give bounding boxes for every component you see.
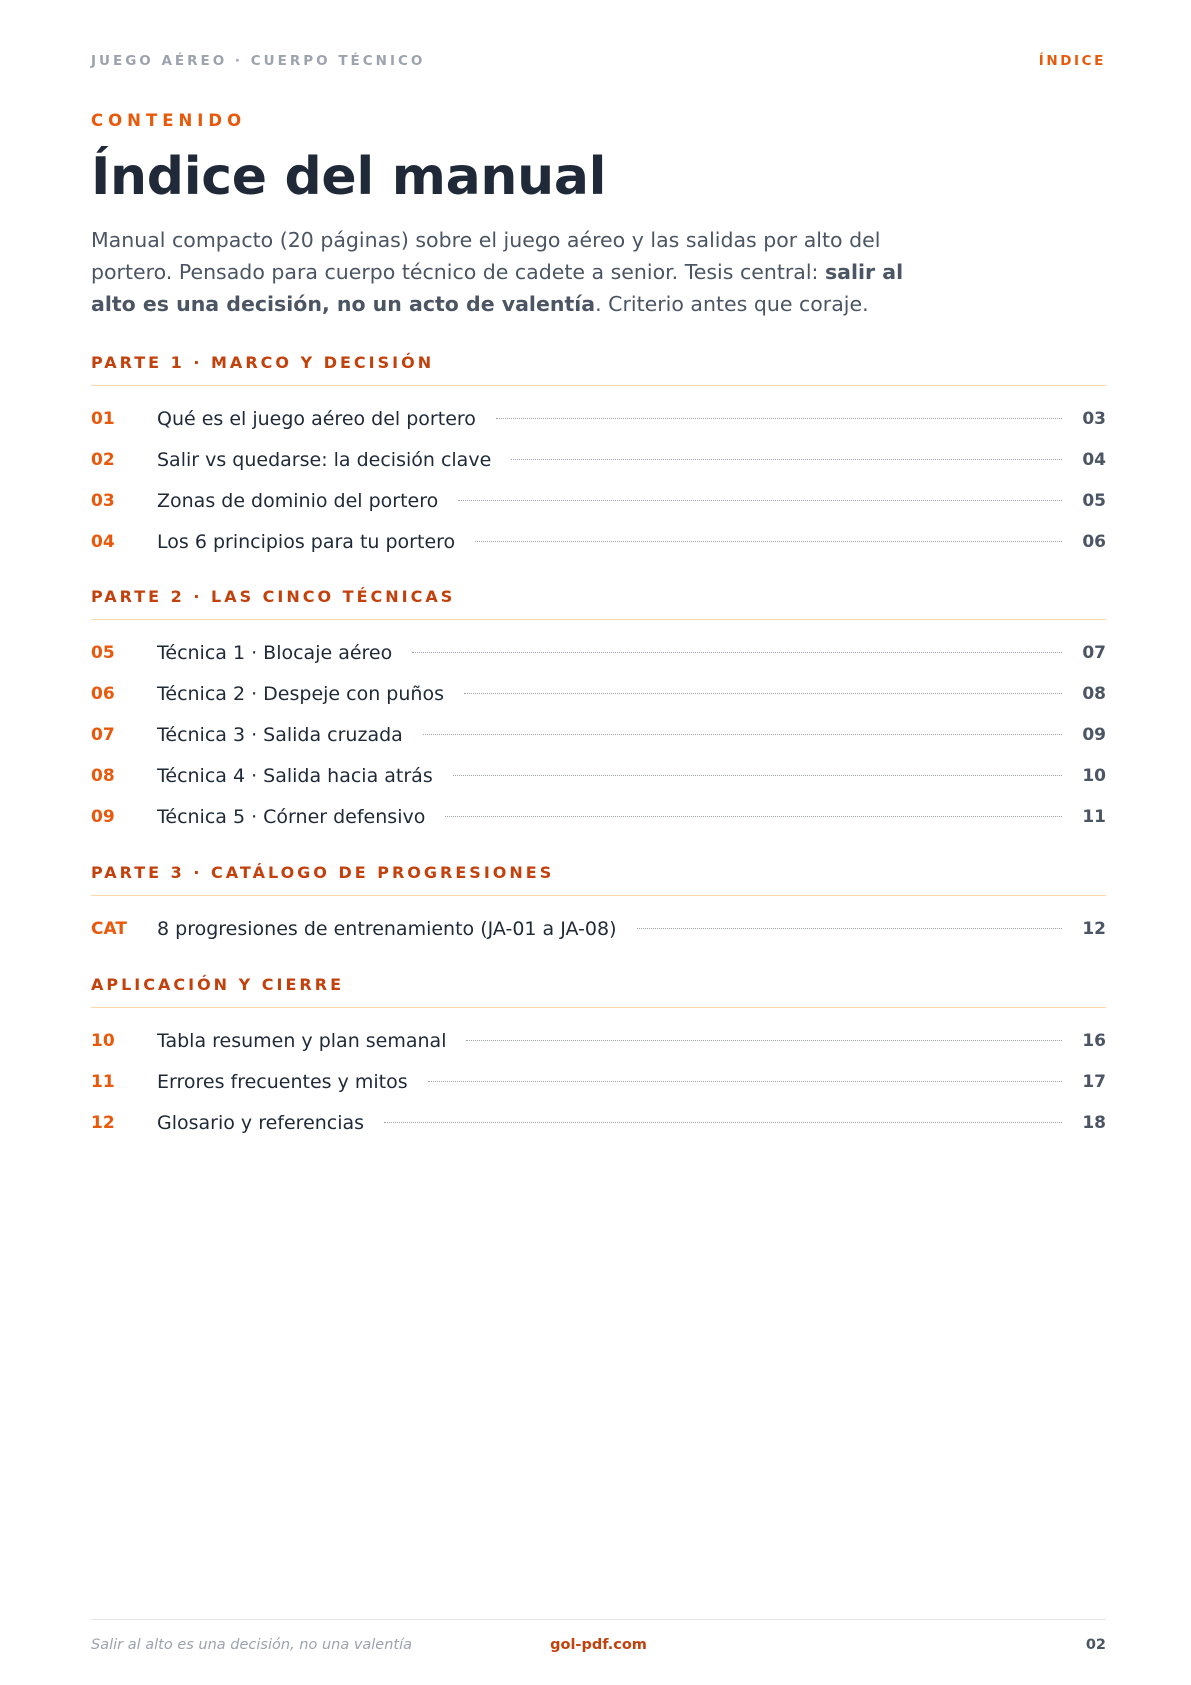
intro-paragraph	[91, 224, 951, 320]
entry-title: Errores frecuentes y mitos	[157, 1070, 408, 1093]
toc-entry[interactable]	[91, 796, 1106, 837]
entry-number: 04	[91, 531, 115, 552]
entry-title: Técnica 4 · Salida hacia atrás	[157, 764, 433, 787]
dot-leader	[412, 652, 1062, 653]
entry-number: 12	[91, 1112, 115, 1133]
page-number: 02	[1085, 1637, 1106, 1653]
entry-number: 05	[91, 642, 115, 663]
toc-entry[interactable]	[91, 398, 1106, 439]
entry-title: Qué es el juego aéreo del portero	[157, 407, 476, 430]
dot-leader	[428, 1081, 1062, 1082]
dot-leader	[453, 775, 1062, 776]
footer-website-link[interactable]: gol-pdf.com	[550, 1637, 647, 1653]
dot-leader	[637, 928, 1062, 929]
eyebrow-label: CONTENIDO	[91, 111, 247, 130]
toc-entry[interactable]	[91, 632, 1106, 673]
dot-leader	[464, 693, 1062, 694]
entry-page: 03	[1082, 408, 1106, 429]
footer-tagline: Salir al alto es una decisión, no una valentía	[91, 1637, 413, 1653]
toc-entry[interactable]	[91, 714, 1106, 755]
entry-page: 05	[1082, 490, 1106, 511]
entry-number: 01	[91, 408, 115, 429]
intro-text-end: . Criterio antes que coraje.	[595, 292, 869, 316]
page	[91, 0, 1106, 1685]
entry-title: Técnica 2 · Despeje con puños	[157, 682, 444, 705]
toc-entry[interactable]	[91, 1020, 1106, 1061]
entry-number: 08	[91, 765, 115, 786]
toc-entry[interactable]	[91, 908, 1106, 949]
dot-leader	[511, 459, 1062, 460]
entry-page: 08	[1082, 683, 1106, 704]
section-heading: PARTE 1 · MARCO Y DECISIÓN	[91, 353, 1106, 386]
entry-page: 04	[1082, 449, 1106, 470]
entry-page: 10	[1082, 765, 1106, 786]
entry-title: Técnica 3 · Salida cruzada	[157, 723, 403, 746]
toc-list	[91, 632, 1106, 837]
entry-title: Técnica 1 · Blocaje aéreo	[157, 641, 393, 664]
entry-page: 06	[1082, 531, 1106, 552]
entry-number: 03	[91, 490, 115, 511]
section-heading: PARTE 3 · CATÁLOGO DE PROGRESIONES	[91, 863, 1106, 896]
entry-page: 18	[1082, 1112, 1106, 1133]
toc-entry[interactable]	[91, 1102, 1106, 1143]
entry-number: 10	[91, 1030, 115, 1051]
entry-title: Técnica 5 · Córner defensivo	[157, 805, 426, 828]
entry-number: 06	[91, 683, 115, 704]
entry-number: CAT	[91, 918, 127, 939]
entry-title: Salir vs quedarse: la decisión clave	[157, 448, 492, 471]
entry-number: 09	[91, 806, 115, 827]
toc-entry[interactable]	[91, 480, 1106, 521]
dot-leader	[458, 500, 1062, 501]
toc-section-4	[91, 975, 1106, 1143]
entry-title: Glosario y referencias	[157, 1111, 365, 1134]
running-head-section: ÍNDICE	[1038, 53, 1106, 69]
toc-list	[91, 1020, 1106, 1143]
entry-page: 09	[1082, 724, 1106, 745]
dot-leader	[466, 1040, 1062, 1041]
entry-number: 07	[91, 724, 115, 745]
dot-leader	[496, 418, 1062, 419]
page-footer	[91, 1619, 1106, 1653]
section-heading: APLICACIÓN Y CIERRE	[91, 975, 1106, 1008]
toc-section-3	[91, 863, 1106, 949]
entry-number: 02	[91, 449, 115, 470]
intro-thesis: salir al alto es una decisión, no un acto de valentía	[91, 260, 904, 316]
entry-page: 16	[1082, 1030, 1106, 1051]
toc-entry[interactable]	[91, 439, 1106, 480]
entry-title: Zonas de dominio del portero	[157, 489, 439, 512]
toc-section-1	[91, 353, 1106, 562]
entry-page: 07	[1082, 642, 1106, 663]
toc-entry[interactable]	[91, 673, 1106, 714]
dot-leader	[445, 816, 1062, 817]
toc-list	[91, 908, 1106, 949]
page-title: Índice del manual	[91, 147, 607, 207]
toc-entry[interactable]	[91, 1061, 1106, 1102]
entry-title: Tabla resumen y plan semanal	[157, 1029, 447, 1052]
entry-page: 12	[1082, 918, 1106, 939]
entry-page: 11	[1082, 806, 1106, 827]
toc-entry[interactable]	[91, 521, 1106, 562]
entry-number: 11	[91, 1071, 115, 1092]
toc-entry[interactable]	[91, 755, 1106, 796]
running-head	[91, 53, 1106, 69]
entry-title: Los 6 principios para tu portero	[157, 530, 456, 553]
intro-text: Manual compacto (20 páginas) sobre el juego aéreo y las salidas por alto del portero. Pensado para cuerpo técnico de cadete a senior. Tesis central:	[91, 228, 881, 284]
dot-leader	[423, 734, 1062, 735]
dot-leader	[475, 541, 1062, 542]
running-head-title: JUEGO AÉREO · CUERPO TÉCNICO	[91, 53, 426, 69]
entry-page: 17	[1082, 1071, 1106, 1092]
section-heading: PARTE 2 · LAS CINCO TÉCNICAS	[91, 587, 1106, 620]
dot-leader	[384, 1122, 1062, 1123]
entry-title: 8 progresiones de entrenamiento (JA-01 a JA-08)	[157, 917, 617, 940]
toc-section-2	[91, 587, 1106, 837]
toc-list	[91, 398, 1106, 562]
